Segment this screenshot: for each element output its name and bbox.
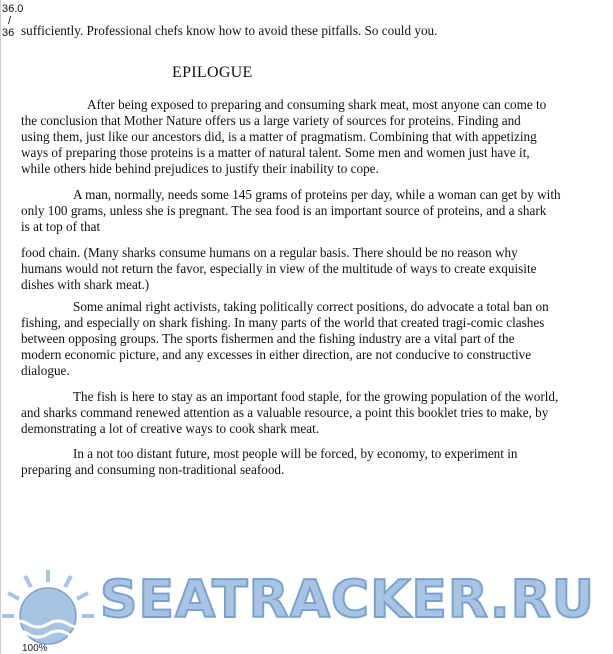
paragraph-5 — [21, 389, 573, 437]
paragraph-3 — [21, 245, 573, 293]
paragraph-line: only 100 grams, unless she is pregnant. The sea food is an important source of proteins, and a shark — [21, 203, 547, 218]
paragraph-line: is at top of that — [21, 219, 101, 234]
page-edge — [0, 0, 1, 654]
section-heading: EPILOGUE — [172, 64, 253, 81]
paragraph-line: and sharks command renewed attention as a valuable resource, a point this booklet tries to make, by — [21, 405, 549, 420]
carryover-line: sufficiently. Professional chefs know how to avoid these pitfalls. So could you. — [21, 23, 438, 38]
paragraph-line: ways of preparing those proteins is a matter of natural talent. Some men and women just have it, — [21, 145, 530, 160]
paragraph-line: humans would not return the favor, especially in view of the multitude of ways to create exquisite — [21, 261, 537, 276]
paragraph-1 — [21, 97, 573, 177]
page-separator: / — [8, 15, 12, 27]
paragraph-line: After being exposed to preparing and consuming shark meat, most anyone can come to — [87, 97, 547, 112]
paragraph-line: preparing and consuming non-traditional seafood. — [21, 462, 285, 477]
paragraph-line: The fish is here to stay as an important food staple, for the growing population of the world, — [73, 389, 559, 404]
paragraph-line: using them, just like our ancestors did, is a matter of pragmatism. Combining that with appetizing — [21, 129, 537, 144]
paragraph-line: modern economic picture, and any excesses in either direction, are not conducive to constructive — [21, 347, 532, 362]
page-total: 36 — [2, 27, 15, 39]
paragraph-line: dialogue. — [21, 363, 70, 378]
zoom-level: 100% — [22, 643, 48, 654]
sun-icon — [2, 570, 94, 644]
paragraph-line: the conclusion that Mother Nature offers us a large variety of sources for proteins. Finding and — [21, 113, 521, 128]
paragraph-2 — [21, 187, 573, 235]
paragraph-4 — [21, 299, 573, 379]
paragraph-line: demonstrating a lot of creative ways to cook shark meat. — [21, 421, 320, 436]
page-current: 36.0 — [2, 3, 24, 15]
paragraph-line: In a not too distant future, most people will be forced, by economy, to experiment in — [73, 446, 518, 461]
paragraph-line: A man, normally, needs some 145 grams of proteins per day, while a woman can get by with — [73, 187, 561, 202]
paragraph-6 — [21, 446, 573, 478]
paragraph-line: between opposing groups. The sports fishermen and the fishing industry are a vital part of the — [21, 331, 515, 346]
watermark-text: SEATRACKER.RU — [100, 570, 595, 630]
page-counter — [2, 3, 22, 39]
paragraph-line: food chain. (Many sharks consume humans on a regular basis. There should be no reason why — [21, 245, 518, 260]
paragraph-line: while others hide behind prejudices to justify their inability to cope. — [21, 161, 379, 176]
paragraph-line: fishing, and especially on shark fishing. In many parts of the world that created tragi-comic clashes — [21, 315, 545, 330]
paragraph-line: Some animal right activists, taking politically correct positions, do advocate a total ban on — [73, 299, 549, 314]
paragraph-line: dishes with shark meat.) — [21, 277, 150, 292]
